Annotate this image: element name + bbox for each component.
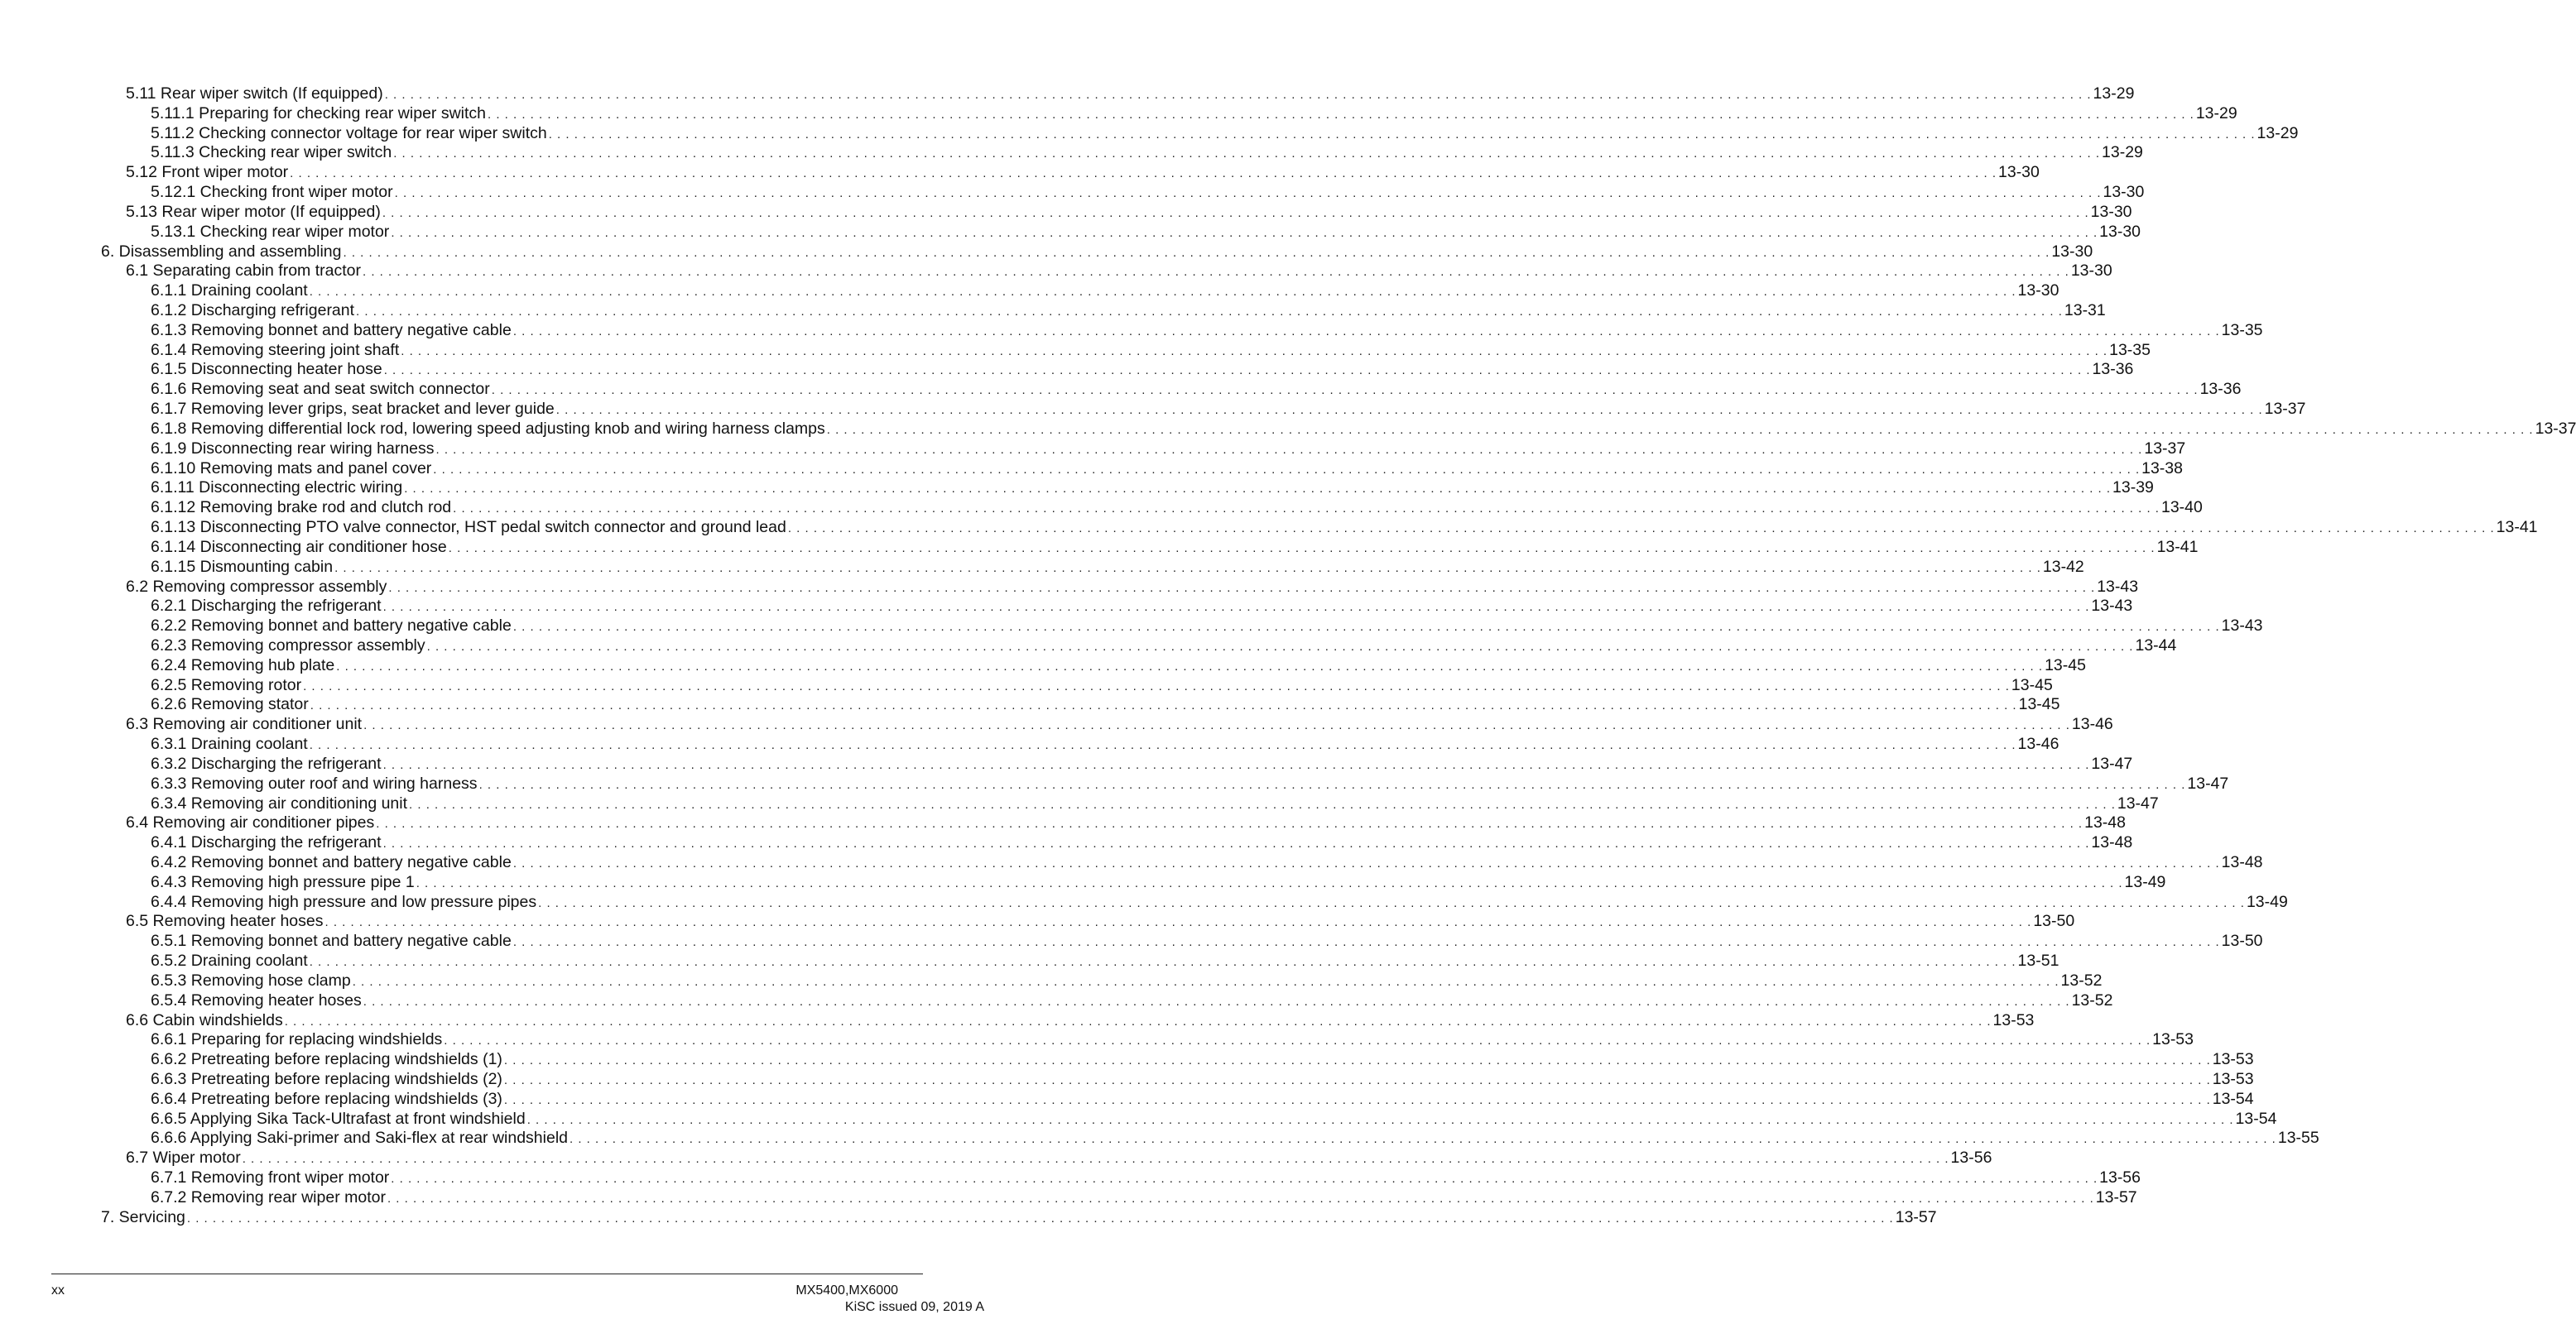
toc-entry-title: 6.6.5 Applying Sika Tack-Ultrafast at front windshield [151,1109,526,1128]
toc-entry-title: 6.1.6 Removing seat and seat switch connector [151,380,490,399]
toc-entry-page: 13-30 [2017,281,2059,300]
toc-entry [151,931,2263,951]
toc-leader-dots: . . . . . . . . . . . . . . . . . . . . . . . . . . . . . . . . . . . . . . . . . . . . . . . . . . . . . . . . . . . . . . . . . . . . . . . . . . . . . . . . . . . . . . . . . . . . . . . . . . . . . . . . . . . . . . . . . . . . . . . . . . . . . . . . . . . . . . . . . . . . . . . . . . . . . . . . . . . . . . . . . . . . . . . . . . . . . . . . . . . . . . . . . . . . . . . . . . . . . . . . [303,679,2010,693]
toc-entry-title: 6.4 Removing air conditioner pipes [126,813,375,832]
toc-entry-title: 5.11.1 Preparing for checking rear wiper switch [151,103,486,122]
toc-leader-dots: . . . . . . . . . . . . . . . . . . . . . . . . . . . . . . . . . . . . . . . . . . . . . . . . . . . . . . . . . . . . . . . . . . . . . . . . . . . . . . . . . . . . . . . . . . . . . . . . . . . . . . . . . . . . . . . . . . . . . . . . . . . . . . . . . . . . . . . . . . . . . . . . . . . . . . . . . . . . . . . . . . . . . . . . . . . . . . . . . . . . . . . . . . . . . . . . . . . . . . . . [435,442,2143,457]
toc-entry-page: 13-53 [1992,1010,2035,1029]
toc-entry-title: 6.6 Cabin windshields [126,1010,283,1029]
toc-entry [126,714,2113,734]
toc-entry-title: 6.2 Removing compressor assembly [126,577,387,596]
toc-entry-page: 13-40 [2160,498,2203,517]
toc-leader-dots: . . . . . . . . . . . . . . . . . . . . . . . . . . . . . . . . . . . . . . . . . . . . . . . . . . . . . . . . . . . . . . . . . . . . . . . . . . . . . . . . . . . . . . . . . . . . . . . . . . . . . . . . . . . . . . . . . . . . . . . . . . . . . . . . . . . . . . . . . . . . . . . . . . . . . . . . . . . . . . . . . . . . . . . . . . . . . . . . . . . . . . . . . . . . . . . . . . . . . . . . [444,1034,2151,1048]
toc-entry-title: 6.1.4 Removing steering joint shaft [151,340,400,359]
toc-entry-page: 13-36 [2199,380,2242,399]
toc-leader-dots: . . . . . . . . . . . . . . . . . . . . . . . . . . . . . . . . . . . . . . . . . . . . . . . . . . . . . . . . . . . . . . . . . . . . . . . . . . . . . . . . . . . . . . . . . . . . . . . . . . . . . . . . . . . . . . . . . . . . . . . . . . . . . . . . . . . . . . . . . . . . . . . . . . . . . . . . . . . . . . . . . . . . . . . . . . . . . . . . . . . . . . . . . . . . . . . . . . . . . . . . [382,757,2090,772]
toc-entry [151,1128,2319,1148]
toc-leader-dots: . . . . . . . . . . . . . . . . . . . . . . . . . . . . . . . . . . . . . . . . . . . . . . . . . . . . . . . . . . . . . . . . . . . . . . . . . . . . . . . . . . . . . . . . . . . . . . . . . . . . . . . . . . . . . . . . . . . . . . . . . . . . . . . . . . . . . . . . . . . . . . . . . . . . . . . . . . . . . . . . . . . . . . . . . . . . . . . . . . . . . . . . . . . . . . . . . . . . . . . . [186,1211,1894,1226]
toc-entry-title: 5.13 Rear wiper motor (If equipped) [126,202,381,221]
toc-entry-page: 13-48 [2084,813,2126,832]
toc-leader-dots: . . . . . . . . . . . . . . . . . . . . . . . . . . . . . . . . . . . . . . . . . . . . . . . . . . . . . . . . . . . . . . . . . . . . . . . . . . . . . . . . . . . . . . . . . . . . . . . . . . . . . . . . . . . . . . . . . . . . . . . . . . . . . . . . . . . . . . . . . . . . . . . . . . . . . . . . . . . . . . . . . . . . . . . . . . . . . . . . . . . . . . . . . . . . . . . . . . . . . . . . [416,875,2123,890]
toc-leader-dots: . . . . . . . . . . . . . . . . . . . . . . . . . . . . . . . . . . . . . . . . . . . . . . . . . . . . . . . . . . . . . . . . . . . . . . . . . . . . . . . . . . . . . . . . . . . . . . . . . . . . . . . . . . . . . . . . . . . . . . . . . . . . . . . . . . . . . . . . . . . . . . . . . . . . . . . . . . . . . . . . . . . . . . . . . . . . . . . . . . . . . . . . . . . . . . . . . . . . . . . . [453,501,2160,516]
toc-entry-page: 13-46 [2017,735,2059,754]
toc-entry-title: 6.2.3 Removing compressor assembly [151,636,425,655]
toc-entry [101,242,2093,261]
toc-entry-page: 13-47 [2187,774,2229,793]
toc-entry [151,734,2059,754]
toc-leader-dots: . . . . . . . . . . . . . . . . . . . . . . . . . . . . . . . . . . . . . . . . . . . . . . . . . . . . . . . . . . . . . . . . . . . . . . . . . . . . . . . . . . . . . . . . . . . . . . . . . . . . . . . . . . . . . . . . . . . . . . . . . . . . . . . . . . . . . . . . . . . . . . . . . . . . . . . . . . . . . . . . . . . . . . . . . . . . . . . . . . . . . . . . . . . . . . . . . . . . . . . . [433,462,2141,477]
toc-leader-dots: . . . . . . . . . . . . . . . . . . . . . . . . . . . . . . . . . . . . . . . . . . . . . . . . . . . . . . . . . . . . . . . . . . . . . . . . . . . . . . . . . . . . . . . . . . . . . . . . . . . . . . . . . . . . . . . . . . . . . . . . . . . . . . . . . . . . . . . . . . . . . . . . . . . . . . . . . . . . . . . . . . . . . . . . . . . . . . . . . . . . . . . . . . . . . . . . . . . . . . . . [512,856,2220,871]
toc-entry [151,557,2084,577]
toc-entry-page: 13-57 [2095,1187,2137,1206]
toc-entry [151,596,2133,616]
toc-leader-dots: . . . . . . . . . . . . . . . . . . . . . . . . . . . . . . . . . . . . . . . . . . . . . . . . . . . . . . . . . . . . . . . . . . . . . . . . . . . . . . . . . . . . . . . . . . . . . . . . . . . . . . . . . . . . . . . . . . . . . . . . . . . . . . . . . . . . . . . . . . . . . . . . . . . . . . . . . . . . . . . . . . . . . . . . . . . . . . . . . . . . . . . . . . . . . . . . . . . . . . . . [383,363,2091,378]
toc-leader-dots: . . . . . . . . . . . . . . . . . . . . . . . . . . . . . . . . . . . . . . . . . . . . . . . . . . . . . . . . . . . . . . . . . . . . . . . . . . . . . . . . . . . . . . . . . . . . . . . . . . . . . . . . . . . . . . . . . . . . . . . . . . . . . . . . . . . . . . . . . . . . . . . . . . . . . . . . . . . . . . . . . . . . . . . . . . . . . . . . . . . . . . . . . . . . . . . . . . . . . . . . [404,482,2112,496]
toc-entry-page: 13-55 [2277,1129,2319,1148]
toc-entry-title: 6.2.5 Removing rotor [151,675,302,694]
toc-entry [151,1187,2137,1207]
toc-entry-page: 13-53 [2212,1070,2254,1088]
toc-entry [151,675,2053,695]
toc-entry-title: 6.4.3 Removing high pressure pipe 1 [151,872,415,891]
toc-entry-page: 13-29 [2195,103,2237,122]
toc-leader-dots: . . . . . . . . . . . . . . . . . . . . . . . . . . . . . . . . . . . . . . . . . . . . . . . . . . . . . . . . . . . . . . . . . . . . . . . . . . . . . . . . . . . . . . . . . . . . . . . . . . . . . . . . . . . . . . . . . . . . . . . . . . . . . . . . . . . . . . . . . . . . . . . . . . . . . . . . . . . . . . . . . . . . . . . . . . . . . . . . . . . . . . . . . . . . . . . . . . . . . . . . [310,698,2017,713]
toc-leader-dots: . . . . . . . . . . . . . . . . . . . . . . . . . . . . . . . . . . . . . . . . . . . . . . . . . . . . . . . . . . . . . . . . . . . . . . . . . . . . . . . . . . . . . . . . . . . . . . . . . . . . . . . . . . . . . . . . . . . . . . . . . . . . . . . . . . . . . . . . . . . . . . . . . . . . . . . . . . . . . . . . . . . . . . . . . . . . . . . . . . . . . . . . . . . . . . . . . . . . . . . . [787,521,2495,536]
toc-entry-page: 13-43 [2221,616,2263,636]
toc-entry-title: 6.1.1 Draining coolant [151,281,308,300]
toc-entry-title: 6.1.3 Removing bonnet and battery negative cable [151,320,512,339]
toc-entry-page: 13-53 [2152,1030,2194,1049]
toc-entry-page: 13-50 [2221,932,2263,951]
toc-entry [126,1148,1992,1168]
toc-entry-page: 13-53 [2212,1050,2254,1069]
toc-leader-dots: . . . . . . . . . . . . . . . . . . . . . . . . . . . . . . . . . . . . . . . . . . . . . . . . . . . . . . . . . . . . . . . . . . . . . . . . . . . . . . . . . . . . . . . . . . . . . . . . . . . . . . . . . . . . . . . . . . . . . . . . . . . . . . . . . . . . . . . . . . . . . . . . . . . . . . . . . . . . . . . . . . . . . . . . . . . . . . . . . . . . . . . . . . . . . . . . . . . . . . . . [448,540,2155,555]
toc-entry-title: 6.5.2 Draining coolant [151,952,308,971]
toc-entry [151,458,2183,478]
footer-issue: KiSC issued 09, 2019 A [844,1300,984,1314]
toc-entry-page: 13-35 [2221,320,2263,339]
toc-entry-title: 6.7 Wiper motor [126,1149,241,1168]
toc-entry-title: 6.2.2 Removing bonnet and battery negative cable [151,616,512,636]
toc-entry-title: 6.3.4 Removing air conditioning unit [151,794,408,813]
toc-leader-dots: . . . . . . . . . . . . . . . . . . . . . . . . . . . . . . . . . . . . . . . . . . . . . . . . . . . . . . . . . . . . . . . . . . . . . . . . . . . . . . . . . . . . . . . . . . . . . . . . . . . . . . . . . . . . . . . . . . . . . . . . . . . . . . . . . . . . . . . . . . . . . . . . . . . . . . . . . . . . . . . . . . . . . . . . . . . . . . . . . . . . . . . . . . . . . . . . . . . . . . . . [382,600,2090,615]
toc-entry [126,162,2040,182]
toc-entry [126,813,2126,832]
footer-page-number: xx [51,1283,65,1298]
toc-entry-title: 6.1.12 Removing brake rod and clutch rod [151,498,452,517]
toc-entry [151,852,2263,872]
toc-entry-page: 13-47 [2117,794,2159,813]
toc-leader-dots: . . . . . . . . . . . . . . . . . . . . . . . . . . . . . . . . . . . . . . . . . . . . . . . . . . . . . . . . . . . . . . . . . . . . . . . . . . . . . . . . . . . . . . . . . . . . . . . . . . . . . . . . . . . . . . . . . . . . . . . . . . . . . . . . . . . . . . . . . . . . . . . . . . . . . . . . . . . . . . . . . . . . . . . . . . . . . . . . . . . . . . . . . . . . . . . . . . . . . . . . [491,383,2199,398]
toc-leader-dots: . . . . . . . . . . . . . . . . . . . . . . . . . . . . . . . . . . . . . . . . . . . . . . . . . . . . . . . . . . . . . . . . . . . . . . . . . . . . . . . . . . . . . . . . . . . . . . . . . . . . . . . . . . . . . . . . . . . . . . . . . . . . . . . . . . . . . . . . . . . . . . . . . . . . . . . . . . . . . . . . . . . . . . . . . . . . . . . . . . . . . . . . . . . . . . . . . . . . . . . . [343,245,2050,260]
toc-entry-page: 13-31 [2064,301,2106,320]
toc-entry-page: 13-49 [2124,872,2166,891]
toc-entry-title: 6.1 Separating cabin from tractor [126,261,361,281]
toc-entry-title: 6.1.2 Discharging refrigerant [151,301,355,320]
toc-entry [151,439,2186,458]
toc-entry [151,655,2086,675]
toc-entry [151,340,2151,360]
toc-leader-dots: . . . . . . . . . . . . . . . . . . . . . . . . . . . . . . . . . . . . . . . . . . . . . . . . . . . . . . . . . . . . . . . . . . . . . . . . . . . . . . . . . . . . . . . . . . . . . . . . . . . . . . . . . . . . . . . . . . . . . . . . . . . . . . . . . . . . . . . . . . . . . . . . . . . . . . . . . . . . . . . . . . . . . . . . . . . . . . . . . . . . . . . . . . . . . . . . . . . . . . . . [334,560,2041,575]
toc-entry [151,1049,2254,1069]
toc-leader-dots: . . . . . . . . . . . . . . . . . . . . . . . . . . . . . . . . . . . . . . . . . . . . . . . . . . . . . . . . . . . . . . . . . . . . . . . . . . . . . . . . . . . . . . . . . . . . . . . . . . . . . . . . . . . . . . . . . . . . . . . . . . . . . . . . . . . . . . . . . . . . . . . . . . . . . . . . . . . . . . . . . . . . . . . . . . . . . . . . . . . . . . . . . . . . . . . . . . . . . . . . [284,1014,1992,1029]
toc-leader-dots: . . . . . . . . . . . . . . . . . . . . . . . . . . . . . . . . . . . . . . . . . . . . . . . . . . . . . . . . . . . . . . . . . . . . . . . . . . . . . . . . . . . . . . . . . . . . . . . . . . . . . . . . . . . . . . . . . . . . . . . . . . . . . . . . . . . . . . . . . . . . . . . . . . . . . . . . . . . . . . . . . . . . . . . . . . . . . . . . . . . . . . . . . . . . . . . . . . . . . . . . [352,974,2059,989]
toc-entry-title: 6.1.5 Disconnecting heater hose [151,360,382,379]
toc-entry-page: 13-45 [2011,675,2053,694]
toc-entry-page: 13-44 [2135,636,2177,655]
toc-entry [151,832,2133,852]
toc-entry [151,419,2576,439]
toc-leader-dots: . . . . . . . . . . . . . . . . . . . . . . . . . . . . . . . . . . . . . . . . . . . . . . . . . . . . . . . . . . . . . . . . . . . . . . . . . . . . . . . . . . . . . . . . . . . . . . . . . . . . . . . . . . . . . . . . . . . . . . . . . . . . . . . . . . . . . . . . . . . . . . . . . . . . . . . . . . . . . . . . . . . . . . . . . . . . . . . . . . . . . . . . . . . . . . . . . . . . . . . . [387,1191,2094,1206]
toc-leader-dots: . . . . . . . . . . . . . . . . . . . . . . . . . . . . . . . . . . . . . . . . . . . . . . . . . . . . . . . . . . . . . . . . . . . . . . . . . . . . . . . . . . . . . . . . . . . . . . . . . . . . . . . . . . . . . . . . . . . . . . . . . . . . . . . . . . . . . . . . . . . . . . . . . . . . . . . . . . . . . . . . . . . . . . . . . . . . . . . . . . . . . . . . . . . . . . . . . . . . . . . . [290,166,1997,181]
toc-entry-page: 13-36 [2092,360,2134,379]
toc-entry-page: 13-54 [2212,1089,2254,1108]
toc-entry-title: 5.11.2 Checking connector voltage for rear wiper switch [151,123,547,142]
toc-leader-dots: . . . . . . . . . . . . . . . . . . . . . . . . . . . . . . . . . . . . . . . . . . . . . . . . . . . . . . . . . . . . . . . . . . . . . . . . . . . . . . . . . . . . . . . . . . . . . . . . . . . . . . . . . . . . . . . . . . . . . . . . . . . . . . . . . . . . . . . . . . . . . . . . . . . . . . . . . . . . . . . . . . . . . . . . . . . . . . . . . . . . . . . . . . . . . . . . . . . . . . . . [512,935,2220,950]
toc-entry-page: 13-56 [1950,1149,1992,1168]
toc-entry [151,399,2306,419]
toc-leader-dots: . . . . . . . . . . . . . . . . . . . . . . . . . . . . . . . . . . . . . . . . . . . . . . . . . . . . . . . . . . . . . . . . . . . . . . . . . . . . . . . . . . . . . . . . . . . . . . . . . . . . . . . . . . . . . . . . . . . . . . . . . . . . . . . . . . . . . . . . . . . . . . . . . . . . . . . . . . . . . . . . . . . . . . . . . . . . . . . . . . . . . . . . . . . . . . . . . . . . . . . . [478,777,2186,792]
toc-entry [126,202,2132,222]
toc-entry-page: 13-29 [2093,84,2135,103]
toc-entry-page: 13-37 [2535,419,2576,438]
toc-leader-dots: . . . . . . . . . . . . . . . . . . . . . . . . . . . . . . . . . . . . . . . . . . . . . . . . . . . . . . . . . . . . . . . . . . . . . . . . . . . . . . . . . . . . . . . . . . . . . . . . . . . . . . . . . . . . . . . . . . . . . . . . . . . . . . . . . . . . . . . . . . . . . . . . . . . . . . . . . . . . . . . . . . . . . . . . . . . . . . . . . . . . . . . . . . . . . . . . . . . . . . . . [526,1112,2234,1127]
toc-entry [151,892,2288,912]
toc-leader-dots: . . . . . . . . . . . . . . . . . . . . . . . . . . . . . . . . . . . . . . . . . . . . . . . . . . . . . . . . . . . . . . . . . . . . . . . . . . . . . . . . . . . . . . . . . . . . . . . . . . . . . . . . . . . . . . . . . . . . . . . . . . . . . . . . . . . . . . . . . . . . . . . . . . . . . . . . . . . . . . . . . . . . . . . . . . . . . . . . . . . . . . . . . . . . . . . . . . . . . . . . [309,955,2016,970]
toc-leader-dots: . . . . . . . . . . . . . . . . . . . . . . . . . . . . . . . . . . . . . . . . . . . . . . . . . . . . . . . . . . . . . . . . . . . . . . . . . . . . . . . . . . . . . . . . . . . . . . . . . . . . . . . . . . . . . . . . . . . . . . . . . . . . . . . . . . . . . . . . . . . . . . . . . . . . . . . . . . . . . . . . . . . . . . . . . . . . . . . . . . . . . . . . . . . . . . . . . . . . . . . . [391,1172,2098,1187]
toc-entry-page: 13-30 [2090,202,2132,221]
toc-entry-page: 13-42 [2042,557,2084,576]
toc-entry-page: 13-38 [2141,458,2183,477]
toc-entry-page: 13-56 [2099,1168,2141,1187]
toc-entry-page: 13-52 [2071,991,2113,1010]
toc-entry [151,616,2263,636]
toc-entry-title: 6.1.7 Removing lever grips, seat bracket and lever guide [151,400,555,419]
toc-entry [151,872,2166,892]
toc-entry [151,477,2154,497]
toc-entry [151,636,2177,655]
toc-entry-title: 6.1.10 Removing mats and panel cover [151,458,432,477]
toc-entry-title: 7. Servicing [101,1207,185,1226]
toc-leader-dots: . . . . . . . . . . . . . . . . . . . . . . . . . . . . . . . . . . . . . . . . . . . . . . . . . . . . . . . . . . . . . . . . . . . . . . . . . . . . . . . . . . . . . . . . . . . . . . . . . . . . . . . . . . . . . . . . . . . . . . . . . . . . . . . . . . . . . . . . . . . . . . . . . . . . . . . . . . . . . . . . . . . . . . . . . . . . . . . . . . . . . . . . . . . . . . . . . . . . . . . . [570,1132,2276,1147]
toc-entry-page: 13-45 [2018,695,2060,714]
toc-entry-page: 13-30 [1998,163,2040,182]
toc-entry [151,222,2141,242]
toc-leader-dots: . . . . . . . . . . . . . . . . . . . . . . . . . . . . . . . . . . . . . . . . . . . . . . . . . . . . . . . . . . . . . . . . . . . . . . . . . . . . . . . . . . . . . . . . . . . . . . . . . . . . . . . . . . . . . . . . . . . . . . . . . . . . . . . . . . . . . . . . . . . . . . . . . . . . . . . . . . . . . . . . . . . . . . . . . . . . . . . . . . . . . . . . . . . . . . . . . . . . . . . . [309,738,2016,753]
toc-entry-title: 6.7.1 Removing front wiper motor [151,1168,390,1187]
toc-entry-page: 13-48 [2091,833,2133,852]
toc-entry-title: 5.11 Rear wiper switch (If equipped) [126,84,383,103]
toc-entry-title: 6.7.2 Removing rear wiper motor [151,1187,386,1206]
toc-leader-dots: . . . . . . . . . . . . . . . . . . . . . . . . . . . . . . . . . . . . . . . . . . . . . . . . . . . . . . . . . . . . . . . . . . . . . . . . . . . . . . . . . . . . . . . . . . . . . . . . . . . . . . . . . . . . . . . . . . . . . . . . . . . . . . . . . . . . . . . . . . . . . . . . . . . . . . . . . . . . . . . . . . . . . . . . . . . . . . . . . . . . . . . . . . . . . . . . . . . . . . . . [356,305,2063,319]
toc-entry [151,1089,2254,1109]
toc-entry [126,577,2139,597]
toc-entry-page: 13-43 [2091,597,2133,616]
toc-entry [151,1109,2277,1129]
toc-entry [151,103,2237,123]
toc-entry-title: 6.4.1 Discharging the refrigerant [151,833,382,852]
toc-entry-title: 5.13.1 Checking rear wiper motor [151,222,390,241]
toc-leader-dots: . . . . . . . . . . . . . . . . . . . . . . . . . . . . . . . . . . . . . . . . . . . . . . . . . . . . . . . . . . . . . . . . . . . . . . . . . . . . . . . . . . . . . . . . . . . . . . . . . . . . . . . . . . . . . . . . . . . . . . . . . . . . . . . . . . . . . . . . . . . . . . . . . . . . . . . . . . . . . . . . . . . . . . . . . . . . . . . . . . . . . . . . . . . . . . . . . . . . . . . . [336,659,2044,674]
toc-entry-title: 5.11.3 Checking rear wiper switch [151,143,392,162]
toc-leader-dots: . . . . . . . . . . . . . . . . . . . . . . . . . . . . . . . . . . . . . . . . . . . . . . . . . . . . . . . . . . . . . . . . . . . . . . . . . . . . . . . . . . . . . . . . . . . . . . . . . . . . . . . . . . . . . . . . . . . . . . . . . . . . . . . . . . . . . . . . . . . . . . . . . . . . . . . . . . . . . . . . . . . . . . . . . . . . . . . . . . . . . . . . . . . . . . . . . . . . . . . . [384,88,2092,102]
toc-entry-title: 6.6.2 Pretreating before replacing windshields (1) [151,1050,502,1069]
toc-entry-title: 6.1.14 Disconnecting air conditioner hose [151,537,447,556]
toc-leader-dots: . . . . . . . . . . . . . . . . . . . . . . . . . . . . . . . . . . . . . . . . . . . . . . . . . . . . . . . . . . . . . . . . . . . . . . . . . . . . . . . . . . . . . . . . . . . . . . . . . . . . . . . . . . . . . . . . . . . . . . . . . . . . . . . . . . . . . . . . . . . . . . . . . . . . . . . . . . . . . . . . . . . . . . . . . . . . . . . . . . . . . . . . . . . . . . . . . . . . . . . . [548,127,2256,142]
toc-leader-dots: . . . . . . . . . . . . . . . . . . . . . . . . . . . . . . . . . . . . . . . . . . . . . . . . . . . . . . . . . . . . . . . . . . . . . . . . . . . . . . . . . . . . . . . . . . . . . . . . . . . . . . . . . . . . . . . . . . . . . . . . . . . . . . . . . . . . . . . . . . . . . . . . . . . . . . . . . . . . . . . . . . . . . . . . . . . . . . . . . . . . . . . . . . . . . . . . . . . . . . . . [826,422,2534,437]
toc-leader-dots: . . . . . . . . . . . . . . . . . . . . . . . . . . . . . . . . . . . . . . . . . . . . . . . . . . . . . . . . . . . . . . . . . . . . . . . . . . . . . . . . . . . . . . . . . . . . . . . . . . . . . . . . . . . . . . . . . . . . . . . . . . . . . . . . . . . . . . . . . . . . . . . . . . . . . . . . . . . . . . . . . . . . . . . . . . . . . . . . . . . . . . . . . . . . . . . . . . . . . . . . [362,265,2069,280]
toc-entry-page: 13-29 [2256,123,2299,142]
toc-entry [151,379,2242,399]
toc-entry-page: 13-30 [2099,222,2141,241]
toc-entry-title: 6.5.4 Removing heater hoses [151,991,362,1010]
toc-entry [151,359,2134,379]
toc-entry [126,1010,2035,1030]
toc-entry-page: 13-37 [2144,439,2186,458]
toc-entry [151,1069,2254,1089]
toc-entry-title: 6.3.2 Discharging the refrigerant [151,754,382,773]
toc-entry [101,1207,1937,1227]
toc-entry-page: 13-30 [2103,183,2145,202]
toc-entry-page: 13-30 [2051,242,2093,261]
toc-entry [151,1168,2141,1187]
toc-leader-dots: . . . . . . . . . . . . . . . . . . . . . . . . . . . . . . . . . . . . . . . . . . . . . . . . . . . . . . . . . . . . . . . . . . . . . . . . . . . . . . . . . . . . . . . . . . . . . . . . . . . . . . . . . . . . . . . . . . . . . . . . . . . . . . . . . . . . . . . . . . . . . . . . . . . . . . . . . . . . . . . . . . . . . . . . . . . . . . . . . . . . . . . . . . . . . . . . . . . . . . . . [382,205,2089,220]
toc-leader-dots: . . . . . . . . . . . . . . . . . . . . . . . . . . . . . . . . . . . . . . . . . . . . . . . . . . . . . . . . . . . . . . . . . . . . . . . . . . . . . . . . . . . . . . . . . . . . . . . . . . . . . . . . . . . . . . . . . . . . . . . . . . . . . . . . . . . . . . . . . . . . . . . . . . . . . . . . . . . . . . . . . . . . . . . . . . . . . . . . . . . . . . . . . . . . . . . . . . . . . . . . [376,817,2083,832]
toc-entry-page: 13-35 [2109,340,2151,359]
toc-entry-title: 6.3.3 Removing outer roof and wiring harness [151,774,478,793]
toc-entry-page: 13-54 [2235,1109,2277,1128]
toc-leader-dots: . . . . . . . . . . . . . . . . . . . . . . . . . . . . . . . . . . . . . . . . . . . . . . . . . . . . . . . . . . . . . . . . . . . . . . . . . . . . . . . . . . . . . . . . . . . . . . . . . . . . . . . . . . . . . . . . . . . . . . . . . . . . . . . . . . . . . . . . . . . . . . . . . . . . . . . . . . . . . . . . . . . . . . . . . . . . . . . . . . . . . . . . . . . . . . . . . . . . . . . . [488,107,2194,122]
toc-leader-dots: . . . . . . . . . . . . . . . . . . . . . . . . . . . . . . . . . . . . . . . . . . . . . . . . . . . . . . . . . . . . . . . . . . . . . . . . . . . . . . . . . . . . . . . . . . . . . . . . . . . . . . . . . . . . . . . . . . . . . . . . . . . . . . . . . . . . . . . . . . . . . . . . . . . . . . . . . . . . . . . . . . . . . . . . . . . . . . . . . . . . . . . . . . . . . . . . . . . . . . . . [555,403,2263,418]
toc-entry-title: 6.4.4 Removing high pressure and low pressure pipes [151,892,537,911]
toc-entry [151,774,2229,794]
toc-entry [151,320,2263,340]
toc-entry [151,1029,2194,1049]
toc-leader-dots: . . . . . . . . . . . . . . . . . . . . . . . . . . . . . . . . . . . . . . . . . . . . . . . . . . . . . . . . . . . . . . . . . . . . . . . . . . . . . . . . . . . . . . . . . . . . . . . . . . . . . . . . . . . . . . . . . . . . . . . . . . . . . . . . . . . . . . . . . . . . . . . . . . . . . . . . . . . . . . . . . . . . . . . . . . . . . . . . . . . . . . . . . . . . . . . . . . . . . . . . [503,1053,2211,1068]
toc-leader-dots: . . . . . . . . . . . . . . . . . . . . . . . . . . . . . . . . . . . . . . . . . . . . . . . . . . . . . . . . . . . . . . . . . . . . . . . . . . . . . . . . . . . . . . . . . . . . . . . . . . . . . . . . . . . . . . . . . . . . . . . . . . . . . . . . . . . . . . . . . . . . . . . . . . . . . . . . . . . . . . . . . . . . . . . . . . . . . . . . . . . . . . . . . . . . . . . . . . . . . . . . [503,1073,2211,1087]
toc-entry-title: 6.3.1 Draining coolant [151,735,308,754]
toc-entry-page: 13-47 [2091,754,2133,773]
toc-entry [151,951,2059,971]
toc-entry-page: 13-50 [2033,912,2075,931]
toc-entry-page: 13-29 [2102,143,2143,162]
toc-entry [151,517,2538,537]
toc-leader-dots: . . . . . . . . . . . . . . . . . . . . . . . . . . . . . . . . . . . . . . . . . . . . . . . . . . . . . . . . . . . . . . . . . . . . . . . . . . . . . . . . . . . . . . . . . . . . . . . . . . . . . . . . . . . . . . . . . . . . . . . . . . . . . . . . . . . . . . . . . . . . . . . . . . . . . . . . . . . . . . . . . . . . . . . . . . . . . . . . . . . . . . . . . . . . . . . . . . . . . . . . [426,639,2134,654]
toc-entry-title: 6.1.13 Disconnecting PTO valve connector, HST pedal switch connector and ground lead [151,518,786,537]
toc-entry-page: 13-57 [1895,1207,1937,1226]
toc-entry-title: 6.6.3 Pretreating before replacing windshields (2) [151,1070,502,1088]
toc-entry-title: 6.6.4 Pretreating before replacing windshields (3) [151,1089,502,1108]
toc-entry-page: 13-46 [2071,715,2113,734]
toc-entry-title: 6.5 Removing heater hoses [126,912,324,931]
toc-leader-dots: . . . . . . . . . . . . . . . . . . . . . . . . . . . . . . . . . . . . . . . . . . . . . . . . . . . . . . . . . . . . . . . . . . . . . . . . . . . . . . . . . . . . . . . . . . . . . . . . . . . . . . . . . . . . . . . . . . . . . . . . . . . . . . . . . . . . . . . . . . . . . . . . . . . . . . . . . . . . . . . . . . . . . . . . . . . . . . . . . . . . . . . . . . . . . . . . . . . . . . . . [391,225,2098,240]
toc-entry-title: 6.2.1 Discharging the refrigerant [151,597,382,616]
toc-leader-dots: . . . . . . . . . . . . . . . . . . . . . . . . . . . . . . . . . . . . . . . . . . . . . . . . . . . . . . . . . . . . . . . . . . . . . . . . . . . . . . . . . . . . . . . . . . . . . . . . . . . . . . . . . . . . . . . . . . . . . . . . . . . . . . . . . . . . . . . . . . . . . . . . . . . . . . . . . . . . . . . . . . . . . . . . . . . . . . . . . . . . . . . . . . . . . . . . . . . . . . . . [503,1092,2211,1107]
toc-entry [126,84,2135,103]
toc-entry-title: 6.4.2 Removing bonnet and battery negative cable [151,852,512,871]
toc-leader-dots: . . . . . . . . . . . . . . . . . . . . . . . . . . . . . . . . . . . . . . . . . . . . . . . . . . . . . . . . . . . . . . . . . . . . . . . . . . . . . . . . . . . . . . . . . . . . . . . . . . . . . . . . . . . . . . . . . . . . . . . . . . . . . . . . . . . . . . . . . . . . . . . . . . . . . . . . . . . . . . . . . . . . . . . . . . . . . . . . . . . . . . . . . . . . . . . . . . . . . . . . [394,186,2102,201]
toc-leader-dots: . . . . . . . . . . . . . . . . . . . . . . . . . . . . . . . . . . . . . . . . . . . . . . . . . . . . . . . . . . . . . . . . . . . . . . . . . . . . . . . . . . . . . . . . . . . . . . . . . . . . . . . . . . . . . . . . . . . . . . . . . . . . . . . . . . . . . . . . . . . . . . . . . . . . . . . . . . . . . . . . . . . . . . . . . . . . . . . . . . . . . . . . . . . . . . . . . . . . . . . . [324,915,2032,930]
toc-entry-page: 13-45 [2045,655,2086,674]
toc-entry-page: 13-52 [2060,971,2103,990]
toc-entry-title: 6.1.8 Removing differential lock rod, lowering speed adjusting knob and wiring harness clamps [151,419,825,438]
toc-leader-dots: . . . . . . . . . . . . . . . . . . . . . . . . . . . . . . . . . . . . . . . . . . . . . . . . . . . . . . . . . . . . . . . . . . . . . . . . . . . . . . . . . . . . . . . . . . . . . . . . . . . . . . . . . . . . . . . . . . . . . . . . . . . . . . . . . . . . . . . . . . . . . . . . . . . . . . . . . . . . . . . . . . . . . . . . . . . . . . . . . . . . . . . . . . . . . . . . . . . . . . . . [242,1152,1949,1167]
toc-leader-dots: . . . . . . . . . . . . . . . . . . . . . . . . . . . . . . . . . . . . . . . . . . . . . . . . . . . . . . . . . . . . . . . . . . . . . . . . . . . . . . . . . . . . . . . . . . . . . . . . . . . . . . . . . . . . . . . . . . . . . . . . . . . . . . . . . . . . . . . . . . . . . . . . . . . . . . . . . . . . . . . . . . . . . . . . . . . . . . . . . . . . . . . . . . . . . . . . . . . . . . . . [388,580,2096,595]
toc-entry-title: 6. Disassembling and assembling [101,242,342,261]
toc-entry [151,694,2060,714]
toc-leader-dots: . . . . . . . . . . . . . . . . . . . . . . . . . . . . . . . . . . . . . . . . . . . . . . . . . . . . . . . . . . . . . . . . . . . . . . . . . . . . . . . . . . . . . . . . . . . . . . . . . . . . . . . . . . . . . . . . . . . . . . . . . . . . . . . . . . . . . . . . . . . . . . . . . . . . . . . . . . . . . . . . . . . . . . . . . . . . . . . . . . . . . . . . . . . . . . . . . . . . . . . . [309,285,2016,300]
toc-entry [126,911,2075,931]
toc-entry [151,971,2103,991]
toc-entry-title: 6.1.9 Disconnecting rear wiring harness [151,439,435,458]
toc-entry-page: 13-39 [2112,478,2154,497]
toc-entry-title: 5.12.1 Checking front wiper motor [151,183,393,202]
toc-entry [151,142,2143,162]
toc-entry [151,794,2159,813]
toc-entry-title: 6.5.1 Removing bonnet and battery negative cable [151,932,512,951]
toc-leader-dots: . . . . . . . . . . . . . . . . . . . . . . . . . . . . . . . . . . . . . . . . . . . . . . . . . . . . . . . . . . . . . . . . . . . . . . . . . . . . . . . . . . . . . . . . . . . . . . . . . . . . . . . . . . . . . . . . . . . . . . . . . . . . . . . . . . . . . . . . . . . . . . . . . . . . . . . . . . . . . . . . . . . . . . . . . . . . . . . . . . . . . . . . . . . . . . . . . . . . . . . . [409,797,2116,812]
toc-entry [151,497,2203,517]
toc-entry-title: 6.6.6 Applying Saki-primer and Saki-flex at rear windshield [151,1129,569,1148]
toc-entry [151,537,2199,557]
toc-entry-title: 5.12 Front wiper motor [126,163,289,182]
toc-entry-page: 13-41 [2156,537,2199,556]
toc-entry-page: 13-43 [2097,577,2139,596]
toc-leader-dots: . . . . . . . . . . . . . . . . . . . . . . . . . . . . . . . . . . . . . . . . . . . . . . . . . . . . . . . . . . . . . . . . . . . . . . . . . . . . . . . . . . . . . . . . . . . . . . . . . . . . . . . . . . . . . . . . . . . . . . . . . . . . . . . . . . . . . . . . . . . . . . . . . . . . . . . . . . . . . . . . . . . . . . . . . . . . . . . . . . . . . . . . . . . . . . . . . . . . . . . . [538,895,2245,910]
toc-entry-title: 6.2.6 Removing stator [151,695,309,714]
toc-leader-dots: . . . . . . . . . . . . . . . . . . . . . . . . . . . . . . . . . . . . . . . . . . . . . . . . . . . . . . . . . . . . . . . . . . . . . . . . . . . . . . . . . . . . . . . . . . . . . . . . . . . . . . . . . . . . . . . . . . . . . . . . . . . . . . . . . . . . . . . . . . . . . . . . . . . . . . . . . . . . . . . . . . . . . . . . . . . . . . . . . . . . . . . . . . . . . . . . . . . . . . . . [363,718,2070,733]
toc-entry-page: 13-49 [2246,892,2288,911]
toc-entry-title: 6.1.15 Dismounting cabin [151,557,334,576]
toc-entry-title: 6.5.3 Removing hose clamp [151,971,351,990]
toc-entry-title: 6.2.4 Removing hub plate [151,655,335,674]
toc-entry-page: 13-51 [2017,952,2059,971]
toc-entry-title: 6.6.1 Preparing for replacing windshields [151,1030,443,1049]
toc-entry [151,754,2133,774]
toc-entry-page: 13-30 [2070,261,2112,281]
toc-leader-dots: . . . . . . . . . . . . . . . . . . . . . . . . . . . . . . . . . . . . . . . . . . . . . . . . . . . . . . . . . . . . . . . . . . . . . . . . . . . . . . . . . . . . . . . . . . . . . . . . . . . . . . . . . . . . . . . . . . . . . . . . . . . . . . . . . . . . . . . . . . . . . . . . . . . . . . . . . . . . . . . . . . . . . . . . . . . . . . . . . . . . . . . . . . . . . . . . . . . . . . . . [363,994,2070,1009]
toc-entry [126,261,2112,281]
toc-entry [151,123,2299,143]
toc-entry-page: 13-41 [2496,518,2538,537]
toc-entry-page: 13-48 [2221,852,2263,871]
toc-leader-dots: . . . . . . . . . . . . . . . . . . . . . . . . . . . . . . . . . . . . . . . . . . . . . . . . . . . . . . . . . . . . . . . . . . . . . . . . . . . . . . . . . . . . . . . . . . . . . . . . . . . . . . . . . . . . . . . . . . . . . . . . . . . . . . . . . . . . . . . . . . . . . . . . . . . . . . . . . . . . . . . . . . . . . . . . . . . . . . . . . . . . . . . . . . . . . . . . . . . . . . . . [512,324,2220,338]
toc-leader-dots: . . . . . . . . . . . . . . . . . . . . . . . . . . . . . . . . . . . . . . . . . . . . . . . . . . . . . . . . . . . . . . . . . . . . . . . . . . . . . . . . . . . . . . . . . . . . . . . . . . . . . . . . . . . . . . . . . . . . . . . . . . . . . . . . . . . . . . . . . . . . . . . . . . . . . . . . . . . . . . . . . . . . . . . . . . . . . . . . . . . . . . . . . . . . . . . . . . . . . . . . [401,343,2108,358]
toc-entry-page: 13-37 [2264,400,2306,419]
toc-entry [151,182,2145,202]
toc-entry [151,300,2106,320]
toc-leader-dots: . . . . . . . . . . . . . . . . . . . . . . . . . . . . . . . . . . . . . . . . . . . . . . . . . . . . . . . . . . . . . . . . . . . . . . . . . . . . . . . . . . . . . . . . . . . . . . . . . . . . . . . . . . . . . . . . . . . . . . . . . . . . . . . . . . . . . . . . . . . . . . . . . . . . . . . . . . . . . . . . . . . . . . . . . . . . . . . . . . . . . . . . . . . . . . . . . . . . . . . . [393,146,2101,161]
toc-leader-dots: . . . . . . . . . . . . . . . . . . . . . . . . . . . . . . . . . . . . . . . . . . . . . . . . . . . . . . . . . . . . . . . . . . . . . . . . . . . . . . . . . . . . . . . . . . . . . . . . . . . . . . . . . . . . . . . . . . . . . . . . . . . . . . . . . . . . . . . . . . . . . . . . . . . . . . . . . . . . . . . . . . . . . . . . . . . . . . . . . . . . . . . . . . . . . . . . . . . . . . . . [382,837,2090,851]
toc-entry [151,281,2059,300]
toc-entry-title: 6.3 Removing air conditioner unit [126,715,363,734]
toc-leader-dots: . . . . . . . . . . . . . . . . . . . . . . . . . . . . . . . . . . . . . . . . . . . . . . . . . . . . . . . . . . . . . . . . . . . . . . . . . . . . . . . . . . . . . . . . . . . . . . . . . . . . . . . . . . . . . . . . . . . . . . . . . . . . . . . . . . . . . . . . . . . . . . . . . . . . . . . . . . . . . . . . . . . . . . . . . . . . . . . . . . . . . . . . . . . . . . . . . . . . . . . . [512,620,2220,635]
footer-model: MX5400,MX6000 [795,1283,898,1298]
toc-entry [151,991,2113,1010]
toc-entry-title: 6.1.11 Disconnecting electric wiring [151,478,403,497]
